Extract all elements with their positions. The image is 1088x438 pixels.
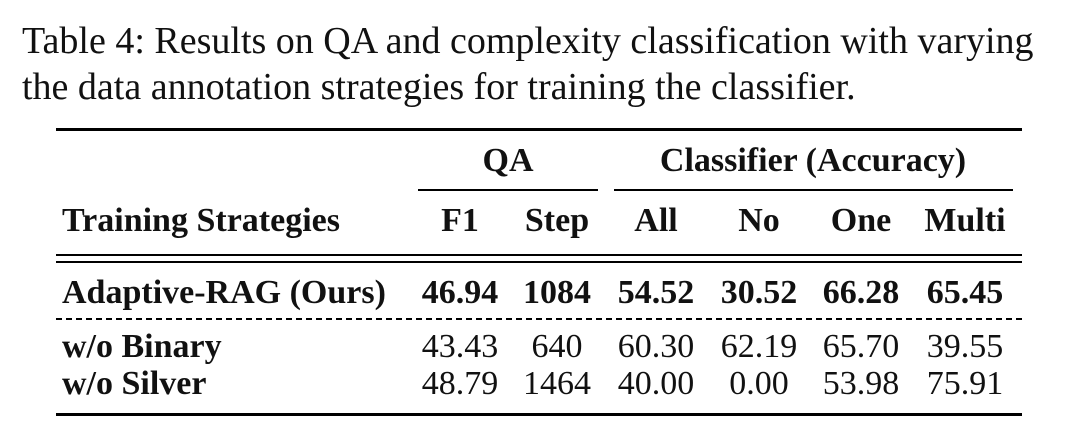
col-header-one: One bbox=[830, 202, 892, 239]
qa-group-rule bbox=[418, 189, 598, 191]
cell-wo-silver-f1: 48.79 bbox=[421, 365, 499, 402]
cell-adaptive-rag-multi: 65.45 bbox=[926, 274, 1004, 311]
col-header-multi: Multi bbox=[924, 202, 1006, 239]
col-header-training-strategies: Training Strategies bbox=[62, 202, 340, 239]
col-header-f1: F1 bbox=[441, 202, 479, 239]
cell-wo-silver-all: 40.00 bbox=[617, 365, 695, 402]
cell-wo-binary-f1: 43.43 bbox=[421, 328, 499, 365]
cell-adaptive-rag-all: 54.52 bbox=[617, 274, 695, 311]
cell-adaptive-rag-step: 1084 bbox=[523, 274, 591, 311]
cell-adaptive-rag-f1: 46.94 bbox=[421, 274, 499, 311]
cell-adaptive-rag-no: 30.52 bbox=[720, 274, 798, 311]
top-rule bbox=[56, 128, 1022, 131]
col-header-all: All bbox=[634, 202, 678, 239]
cell-wo-silver-step: 1464 bbox=[523, 365, 591, 402]
row-name-adaptive-rag: Adaptive-RAG (Ours) bbox=[62, 274, 386, 311]
cell-adaptive-rag-one: 66.28 bbox=[822, 274, 900, 311]
cell-wo-binary-one: 65.70 bbox=[822, 328, 900, 365]
classifier-group-rule bbox=[614, 189, 1013, 191]
cell-wo-binary-no: 62.19 bbox=[720, 328, 798, 365]
header-rule-upper bbox=[56, 254, 1022, 256]
group-header-classifier: Classifier (Accuracy) bbox=[659, 142, 967, 179]
row-name-wo-binary: w/o Binary bbox=[62, 328, 222, 365]
cell-wo-silver-one: 53.98 bbox=[822, 365, 900, 402]
cell-wo-silver-multi: 75.91 bbox=[926, 365, 1004, 402]
cell-wo-binary-multi: 39.55 bbox=[926, 328, 1004, 365]
cell-wo-binary-step: 640 bbox=[531, 328, 583, 365]
header-rule-lower bbox=[56, 261, 1022, 263]
dashed-separator bbox=[56, 318, 1022, 320]
col-header-step: Step bbox=[524, 202, 590, 239]
row-name-wo-silver: w/o Silver bbox=[62, 365, 207, 402]
cell-wo-silver-no: 0.00 bbox=[729, 365, 789, 402]
bottom-rule bbox=[56, 413, 1022, 416]
table-caption: Table 4: Results on QA and complexity classification with varying the data annotation strategies for training the classifier. bbox=[22, 20, 1034, 108]
col-header-no: No bbox=[738, 202, 780, 239]
cell-wo-binary-all: 60.30 bbox=[617, 328, 695, 365]
group-header-qa: QA bbox=[482, 142, 534, 179]
